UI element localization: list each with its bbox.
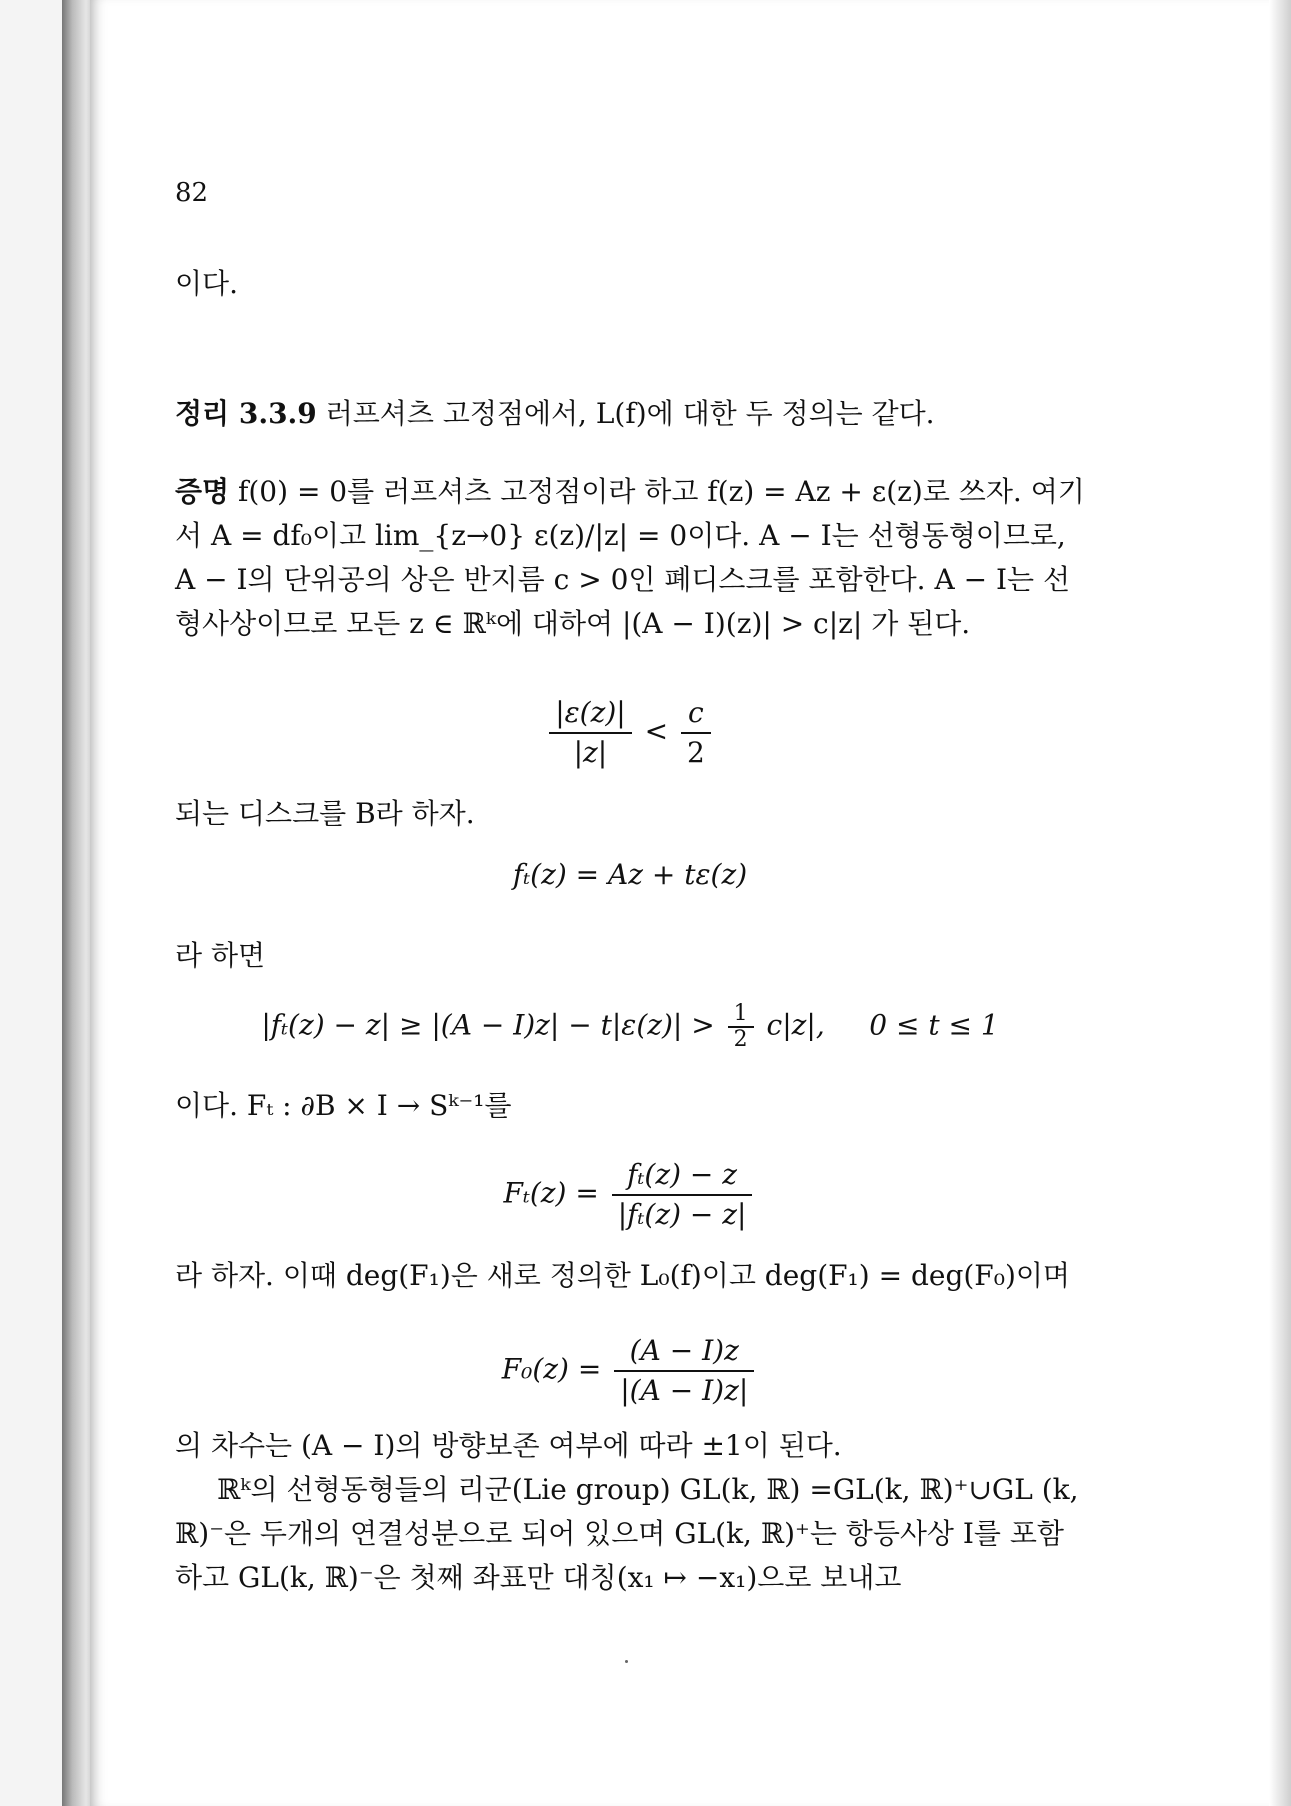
eq1-right-denominator: 2	[686, 736, 705, 769]
eq1-right-numerator: c	[681, 694, 711, 734]
theorem-3-3-9	[175, 392, 1085, 436]
eq4-fraction	[612, 1156, 753, 1234]
after-equation-3: 이다. Fₜ : ∂B × I → Sᵏ⁻¹를	[175, 1089, 512, 1122]
eq4-denominator: |fₜ(z) − z|	[617, 1198, 747, 1231]
eq1-numerator: |ε(z)|	[549, 694, 632, 734]
after-equation-4: 라 하자. 이때 deg(F₁)은 새로 정의한 L₀(f)이고 deg(F₁) = deg(F₀)이며	[175, 1259, 1070, 1292]
eq1-denominator: |z|	[573, 736, 608, 769]
theorem-label: 정리 3.3.9	[175, 397, 317, 430]
book-spine-shadow	[62, 0, 92, 1806]
after-equation-2: 라 하면	[175, 939, 266, 972]
equation-5	[175, 1332, 1085, 1410]
proof-text: f(0) = 0를 러프셔츠 고정점이라 하고 f(z) = Az + ε(z)로 쓰자. 여기서 A = df₀이고 lim_{z→0} ε(z)/|z| = 0이다. A − I는 선형동형이므로, A − I의 단위공의 상은 반지름 c > 0인 폐디스크를 포함한다. A − I는 선형사상이므로 모든 z ∈ ℝᵏ에 대하여 |(A − I)(z)| > c|z| 가 된다.	[175, 475, 1085, 640]
equation-3	[175, 1002, 1085, 1052]
eq5-denominator: |(A − I)z|	[620, 1374, 749, 1407]
eq3-left: |fₜ(z) − z| ≥ |(A − I)z| − t|ε(z)| >	[261, 1008, 715, 1042]
page-number: 82	[175, 178, 209, 208]
eq1-operator: <	[644, 714, 669, 748]
equation-4	[175, 1156, 1085, 1234]
eq1-left-fraction	[549, 694, 632, 772]
eq5-fraction	[614, 1332, 754, 1410]
intro-line: 이다.	[175, 267, 238, 300]
eq1-right-fraction	[681, 694, 711, 772]
eq3-fraction	[728, 1002, 754, 1052]
proof-label: 증명	[175, 475, 230, 508]
page-edge-shadow	[1269, 0, 1291, 1806]
equation-1	[175, 694, 1085, 772]
eq4-numerator: fₜ(z) − z	[612, 1156, 753, 1196]
equation-2: fₜ(z) = Az + tε(z)	[512, 858, 748, 891]
eq5-left: F₀(z) =	[501, 1352, 602, 1386]
after-equation-1: 되는 디스크를 B라 하자.	[175, 797, 475, 830]
final-paragraph: ℝᵏ의 선형동형들의 리군(Lie group) GL(k, ℝ) =GL(k, ℝ)⁺∪GL (k, ℝ)⁻은 두개의 연결성분으로 되어 있으며 GL(k, ℝ)⁺는 항등사상 I를 포함하고 GL(k, ℝ)⁻은 첫째 좌표만 대칭(x₁ ↦ −x₁)으로 보내고	[175, 1473, 1079, 1594]
after-equation-5: 의 차수는 (A − I)의 방향보존 여부에 따라 ±1이 된다.	[175, 1429, 842, 1462]
eq3-denominator: 2	[733, 1027, 748, 1052]
page-speck	[625, 1660, 628, 1663]
theorem-text: 러프셔츠 고정점에서, L(f)에 대한 두 정의는 같다.	[325, 397, 935, 430]
eq4-left: Fₜ(z) =	[503, 1176, 599, 1210]
eq5-numerator: (A − I)z	[614, 1332, 754, 1372]
proof-paragraph	[175, 470, 1085, 646]
eq3-right: c|z|, 0 ≤ t ≤ 1	[766, 1008, 999, 1042]
eq3-numerator: 1	[728, 1002, 754, 1028]
